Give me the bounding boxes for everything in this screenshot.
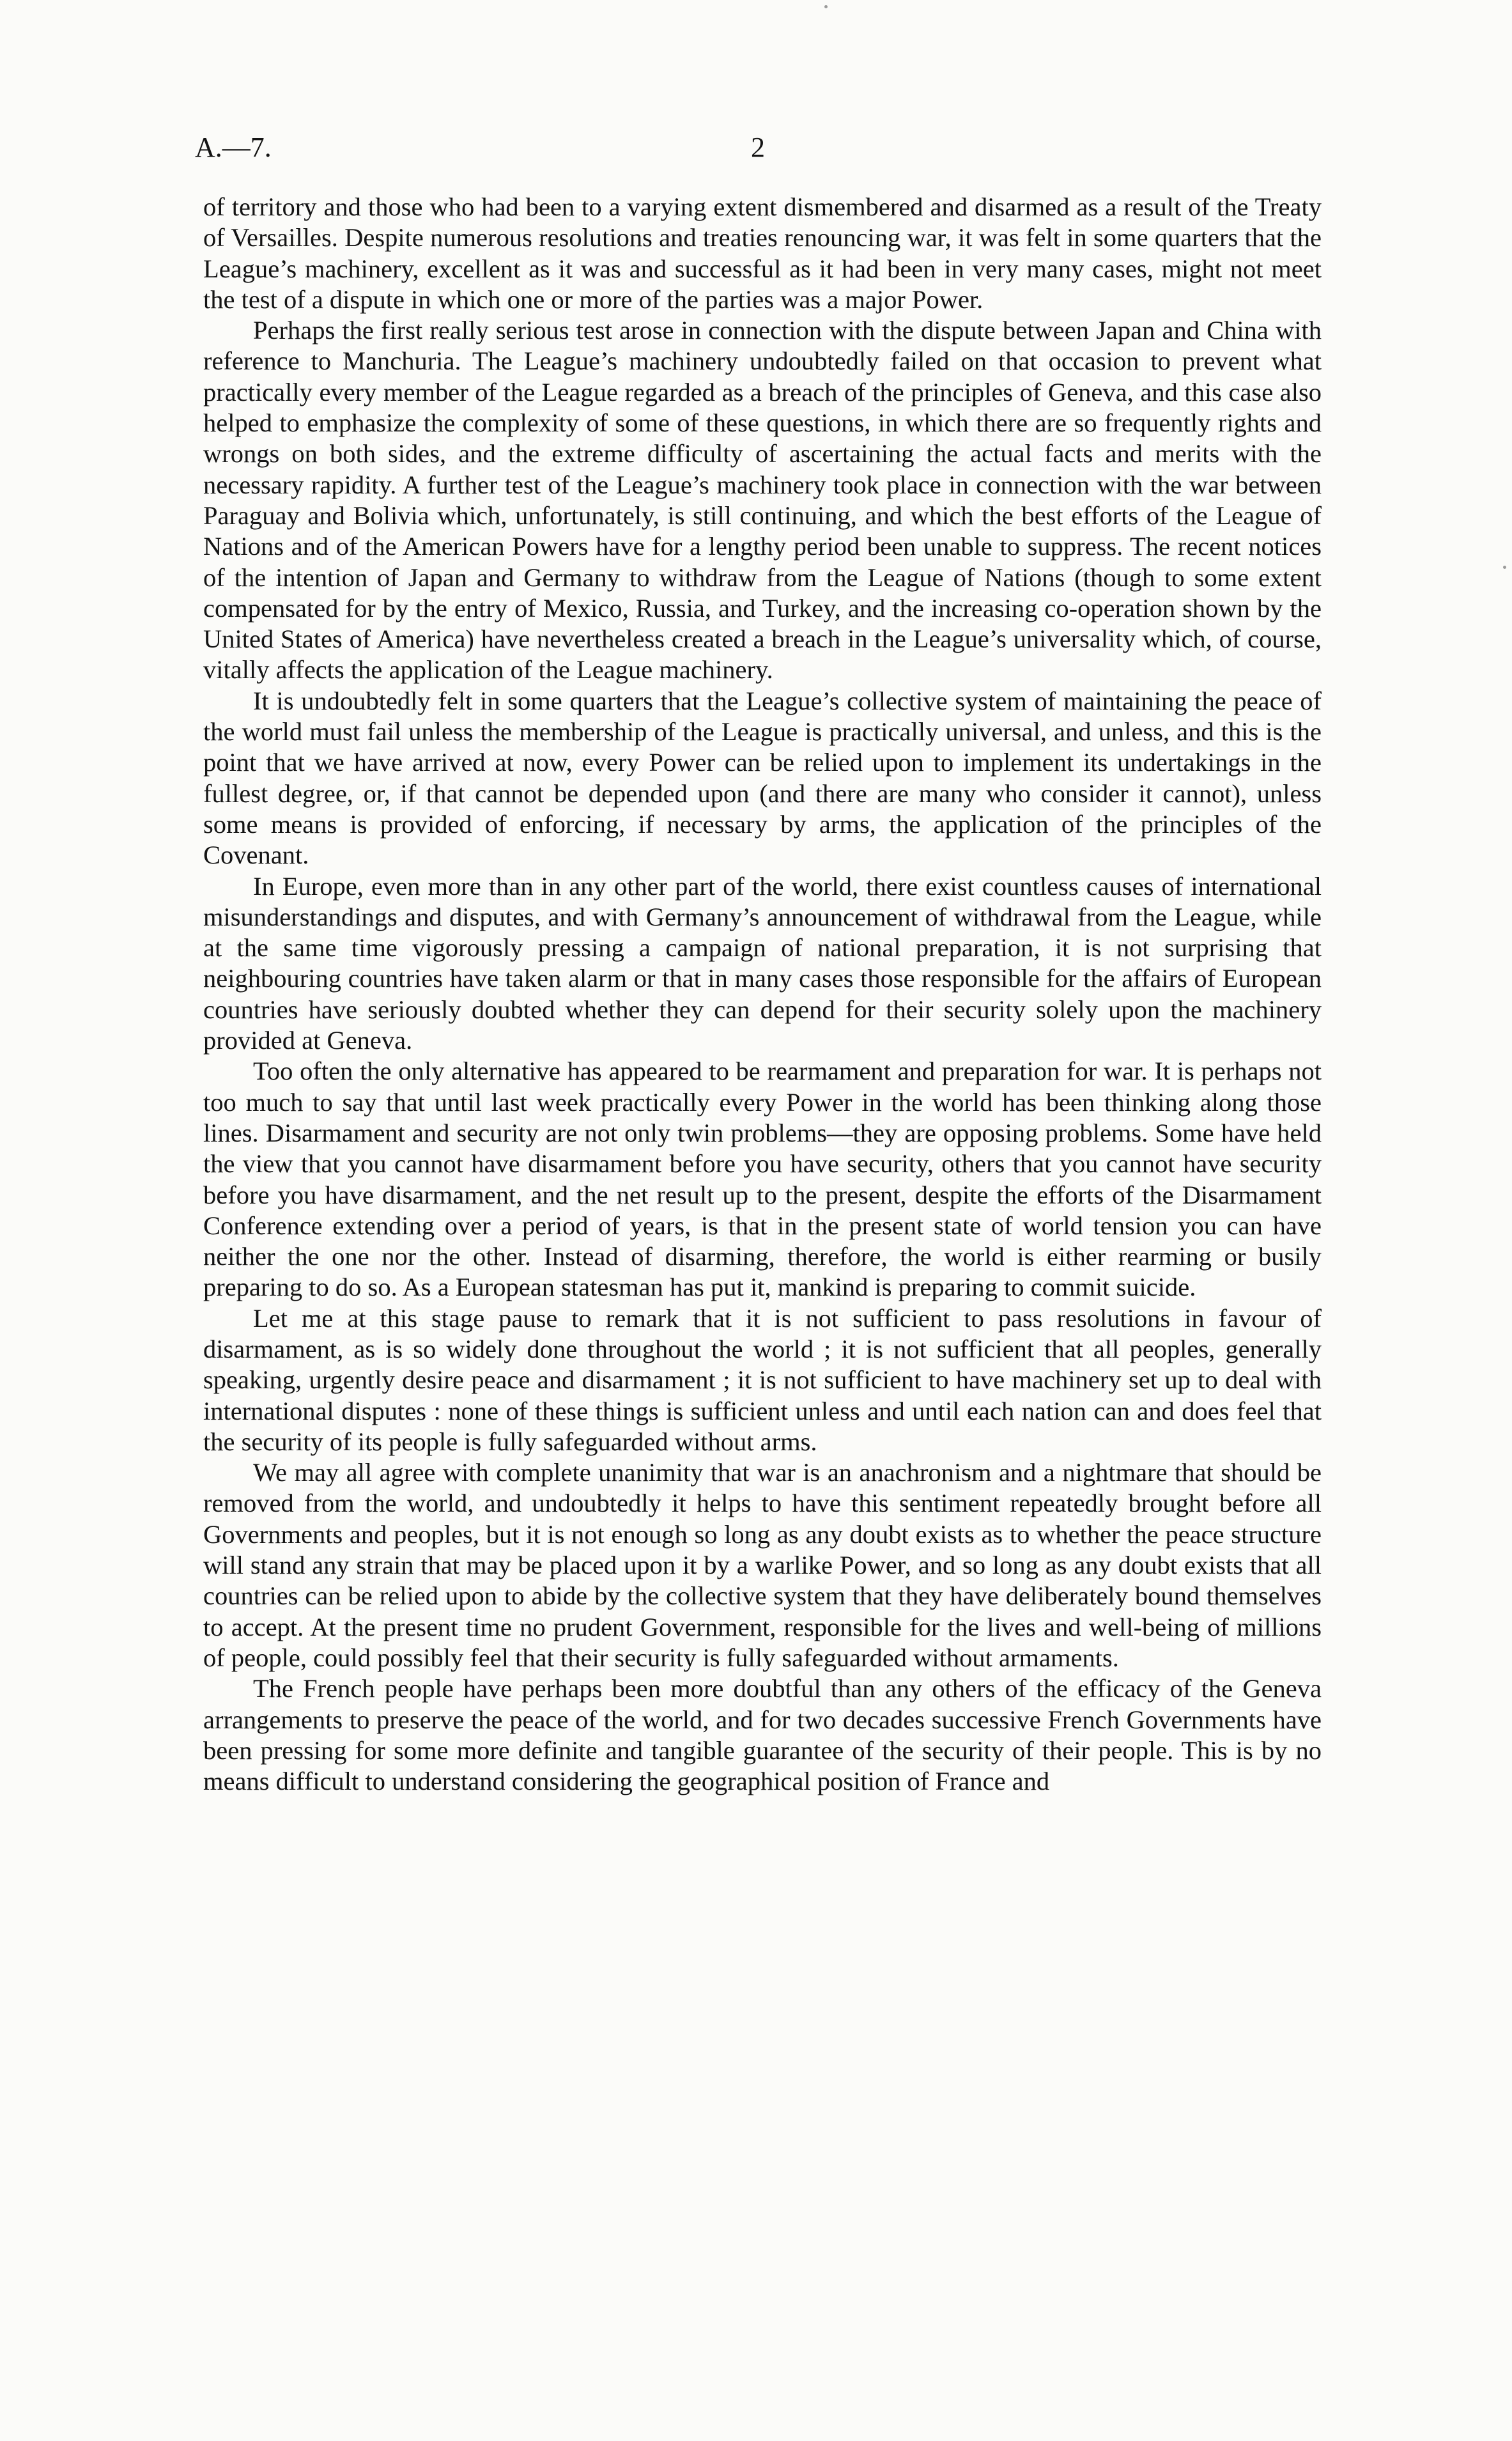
paragraph-rearmament: Too often the only alternative has appeared to be rearmament and preparation for war. It is perhaps not too much to say that until last week practically every Power in the world has been thinking along those lines. Disarmament and security are not only twin problems—they are opposing problems. Some have held the view that you cannot have disarmament before you have security, others that you cannot have security before you have disarmament, and the net result up to the present, despite the efforts of the Disarmament Conference extending over a period of years, is that in the present state of world tension you can have neither the one nor the other. Instead of disarming, therefore, the world is either rearming or busily preparing to do so. As a European statesman has put it, mankind is preparing to commit suicide. <box>203 1057 1322 1302</box>
paragraph-europe: In Europe, even more than in any other part of the world, there exist countless causes of international misunderstandings and disputes, and with Germany’s announcement of withdrawal from the League, while at the same time vigorously pressing a campaign of national preparation, it is not surprising that neighbouring countries have taken alarm or that in many cases those responsible for the affairs of European countries have seriously doubted whether they can depend for their security solely upon the machinery provided at Geneva. <box>203 871 1322 1055</box>
paragraph-french-people: The French people have perhaps been more doubtful than any others of the efficacy of the Geneva arrangements to preserve the peace of the world, and for two decades successive French Governments have been pressing for some more definite and tangible guarantee of the security of their people. This is by no means difficult to understand considering the geographical position of France and <box>203 1674 1322 1796</box>
scan-speck <box>824 5 828 8</box>
document-reference: A.—7. <box>195 132 272 163</box>
scan-speck <box>1503 566 1506 569</box>
paragraph-manchuria: Perhaps the first really serious test arose in connection with the dispute between Japan and China with reference to Manchuria. The League’s machinery undoubtedly failed on that occasion to prevent what practically every member of the League regarded as a breach of the principles of Geneva, and this case also helped to emphasize the complexity of some of these questions, in which there are so frequently rights and wrongs on both sides, and the extreme difficulty of ascertaining the actual facts and merits with the necessary rapidity. A further test of the League’s machinery took place in connection with the war between Paraguay and Bolivia which, unfortunately, is still continuing, and which the best efforts of the League of Nations and of the American Powers have for a lengthy period been unable to suppress. The recent notices of the intention of Japan and Germany to withdraw from the League of Nations (though to some extent compensated for by the entry of Mexico, Russia, and Turkey, and the increasing co-operation shown by the United States of America) have nevertheless created a breach in the League’s universality which, of course, vitally affects the application of the League machinery. <box>203 316 1322 685</box>
paragraph-collective-system: It is undoubtedly felt in some quarters that the League’s collective system of maintaining the peace of the world must fail unless the membership of the League is practically universal, and unless, and this is the point that we have arrived at now, every Power can be relied upon to implement its undertakings in the fullest degree, or, if that cannot be depended upon (and there are many who consider it cannot), unless some means is provided of enforcing, if necessary by arms, the application of the principles of the Covenant. <box>203 686 1322 870</box>
paragraph-unanimity: We may all agree with complete unanimity that war is an anachronism and a nightmare that should be removed from the world, and undoubtedly it helps to have this sentiment repeatedly brought before all Governments and peoples, but it is not enough so long as any doubt exists as to whether the peace structure will stand any strain that may be placed upon it by a warlike Power, and so long as any doubt exists that all countries can be relied upon to abide by the collective system that they have deliberately bound themselves to accept. At the present time no prudent Government, responsible for the lives and well-being of millions of people, could possibly feel that their security is fully safeguarded without armaments. <box>203 1458 1322 1672</box>
paragraph-continuation: of territory and those who had been to a varying extent dismembered and disarmed as a result of the Treaty of Versailles. Despite numerous resolutions and treaties renouncing war, it was felt in some quarters that the League’s machinery, excellent as it was and successful as it had been in very many cases, might not meet the test of a dispute in which one or more of the parties was a major Power. <box>203 192 1322 314</box>
body-text <box>203 192 1322 1797</box>
page-header <box>195 131 1320 169</box>
paragraph-resolutions: Let me at this stage pause to remark that it is not sufficient to pass resolutions in favour of disarmament, as is so widely done throughout the world ; it is not sufficient that all peoples, generally speaking, urgently desire peace and disarmament ; it is not sufficient to have machinery set up to deal with international disputes : none of these things is sufficient unless and until each nation can and does feel that the security of its people is fully safeguarded without arms. <box>203 1303 1322 1456</box>
page-number: 2 <box>751 132 765 163</box>
